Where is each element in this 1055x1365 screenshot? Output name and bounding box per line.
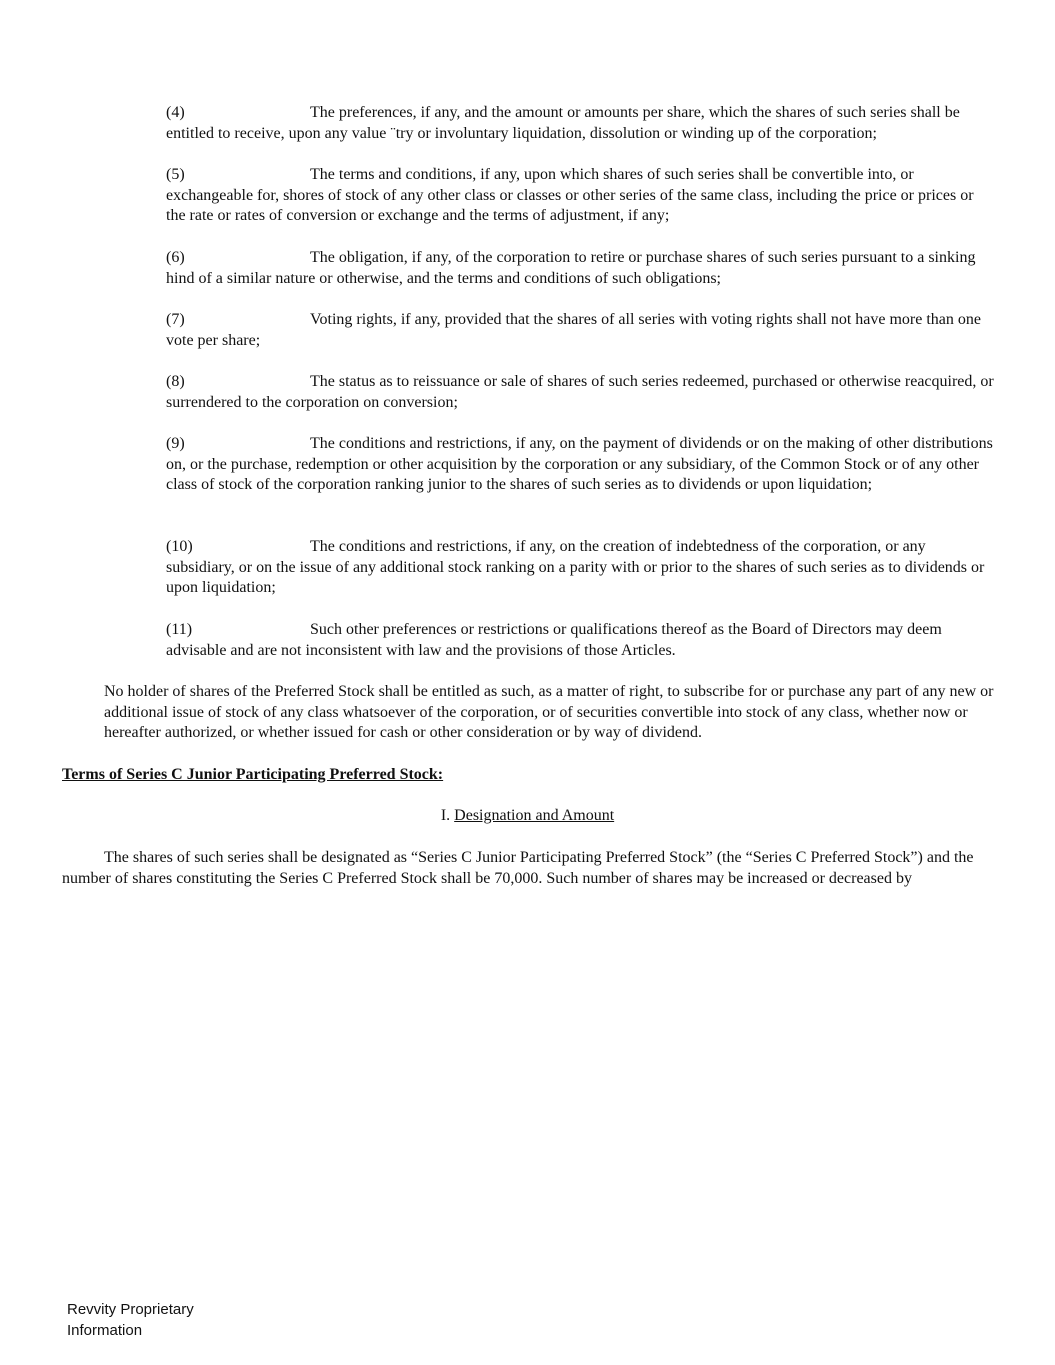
section-number: I.	[440, 807, 451, 824]
footer-confidentiality-label	[67, 1299, 247, 1341]
list-item-8	[166, 372, 996, 413]
item-number: (5)	[166, 166, 185, 183]
item-text: The status as to reissuance or sale of shares of such series redeemed, purchased or otherwise reacquired, or surrendered to the corporation on conversion;	[166, 373, 994, 411]
list-item-5	[166, 165, 996, 227]
series-c-heading: Terms of Series C Junior Participating Preferred Stock:	[62, 766, 444, 783]
list-item-10	[166, 537, 996, 599]
item-number: (4)	[166, 104, 185, 121]
item-number: (11)	[166, 621, 193, 638]
item-text: The terms and conditions, if any, upon which shares of such series shall be convertible into, or exchangeable for, shores of stock of any other class or classes or other series of the same class, including the price or prices or the rate or rates of conversion or exchange and the terms of adjustment, if any;	[166, 166, 974, 225]
section-title	[0, 806, 1055, 827]
item-number: (7)	[166, 311, 185, 328]
item-number: (6)	[166, 249, 185, 266]
item-text: The conditions and restrictions, if any, on the payment of dividends or on the making of other distributions on, or the purchase, redemption or other acquisition by the corporation or any subsidiary, of the Common Stock or of any other class of stock of the corporation ranking junior to the shares of such series as to dividends or upon liquidation;	[166, 435, 993, 494]
list-item-6	[166, 248, 996, 289]
item-text: Voting rights, if any, provided that the shares of all series with voting rights shall not have more than one vote per share;	[166, 311, 981, 349]
item-number: (8)	[166, 373, 185, 390]
footer-line-1: Revvity Proprietary	[67, 1301, 194, 1318]
item-text: The obligation, if any, of the corporation to retire or purchase shares of such series pursuant to a sinking hind of a similar nature or otherwise, and the terms and conditions of such obligations;	[166, 249, 976, 287]
footer-line-2: Information	[67, 1322, 143, 1339]
list-item-11	[166, 620, 996, 661]
item-text: The preferences, if any, and the amount or amounts per share, which the shares of such series shall be entitled to receive, upon any value ¨try or involuntary liquidation, dissolution or winding up of the corporation;	[166, 104, 960, 142]
section-title-text: Designation and Amount	[454, 807, 615, 824]
preemptive-rights-paragraph: No holder of shares of the Preferred Stock shall be entitled as such, as a matter of right, to subscribe for or purchase any part of any new or additional issue of stock of any class whatsoever of the corporation, or of securities convertible into stock of any class, whether now or hereafter authorized, or whether issued for cash or other consideration or by way of dividend.	[104, 683, 994, 742]
list-item-4	[166, 103, 996, 144]
list-item-9	[166, 434, 996, 496]
designation-paragraph: The shares of such series shall be designated as “Series C Junior Participating Preferred Stock” (the “Series C Preferred Stock”) and the number of shares constituting the Series C Preferred Stock shall be 70,000. Such number of shares may be increased or decreased by	[62, 849, 974, 887]
item-number: (9)	[166, 435, 185, 452]
item-text: Such other preferences or restrictions or qualifications thereof as the Board of Directors may deem advisable and are not inconsistent with law and the provisions of those Articles.	[166, 621, 942, 659]
item-number: (10)	[166, 538, 193, 555]
item-text: The conditions and restrictions, if any, on the creation of indebtedness of the corporation, or any subsidiary, or on the issue of any additional stock ranking on a parity with or prior to the shares of such series as to dividends or upon liquidation;	[166, 538, 985, 597]
list-item-7	[166, 310, 996, 351]
